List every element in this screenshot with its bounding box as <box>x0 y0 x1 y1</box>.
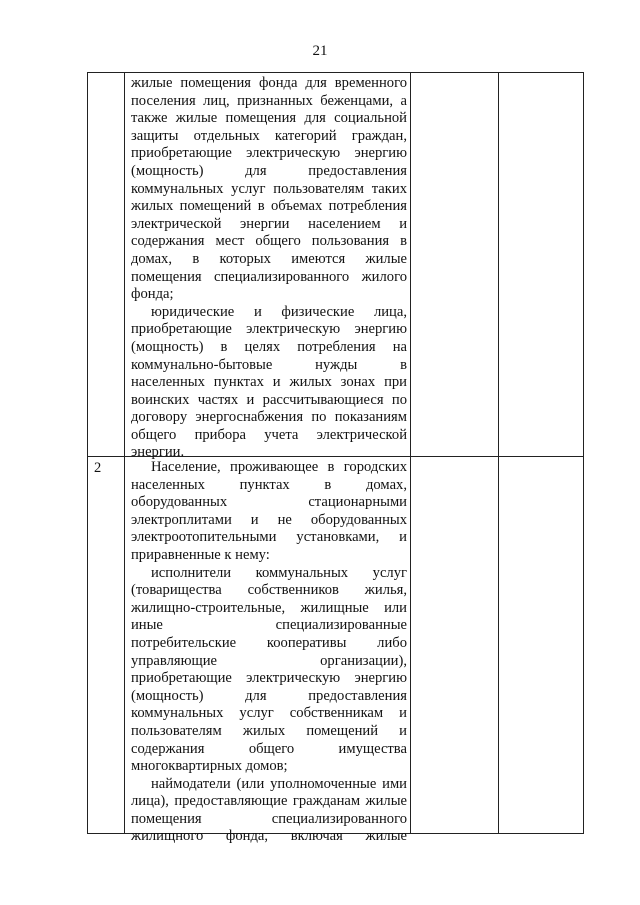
text-line: многоквартирных домов; <box>131 758 288 775</box>
text-line: жилые помещения фонда для временного <box>131 75 407 91</box>
text-line: управляющие организации), <box>131 652 407 669</box>
text-line: (мощность) в целях потребления на <box>131 338 407 355</box>
text-line: оборудованных стационарными <box>131 494 407 511</box>
row-number: 2 <box>94 460 102 476</box>
text-line: содержания общего имущества <box>131 740 407 757</box>
text-line: лица), предоставляющие гражданам жилые <box>131 793 407 810</box>
text-line: населенных пунктах и жилых зонах при <box>131 374 407 391</box>
row-description <box>131 459 407 846</box>
text-line: электрической энергии населением и <box>131 215 407 232</box>
text-line: электроотопительными установками, и <box>131 529 407 546</box>
text-line: приобретающие электрическую энергию <box>131 670 407 687</box>
text-line: энергии. <box>131 444 185 461</box>
column-divider <box>498 73 499 833</box>
text-line: (мощность) для предоставления <box>131 162 407 179</box>
text-line: юридические и физические лица, <box>151 303 407 320</box>
text-line: помещения специализированного жилого <box>131 268 407 285</box>
text-line: приравненные к нему: <box>131 546 270 563</box>
text-line: (мощность) для предоставления <box>131 687 407 704</box>
text-line: жилищного фонда, включая жилые <box>131 828 407 845</box>
text-line: иные специализированные <box>131 617 407 634</box>
text-line: (товарищества собственников жилья, <box>131 582 407 599</box>
text-line: жилищно-строительные, жилищные или <box>131 599 407 616</box>
text-line: домах, в которых имеются жилые <box>131 250 407 267</box>
text-line: потребительские кооперативы либо <box>131 634 407 651</box>
text-line: наймодатели (или уполномоченные ими <box>151 775 407 792</box>
text-line: исполнители коммунальных услуг <box>151 564 407 581</box>
text-line: населенных пунктах в домах, <box>131 476 407 493</box>
text-line: Население, проживающее в городских <box>151 459 407 475</box>
column-divider <box>410 73 411 833</box>
text-line: общего прибора учета электрической <box>131 426 407 443</box>
text-line: коммунальных услуг пользователям таких <box>131 180 407 197</box>
text-line: приобретающие электрическую энергию <box>131 145 407 162</box>
text-line: помещения специализированного <box>131 810 407 827</box>
text-line: фонда; <box>131 286 174 303</box>
text-line: поселения лиц, признанных беженцами, а <box>131 92 407 109</box>
page-number: 21 <box>312 43 328 59</box>
text-line: содержания мест общего пользования в <box>131 233 407 250</box>
text-line: пользователям жилых помещений и <box>131 722 407 739</box>
text-line: коммунальных услуг собственникам и <box>131 705 407 722</box>
text-line: электроплитами и не оборудованных <box>131 511 407 528</box>
text-line: также жилые помещения для социальной <box>131 110 407 127</box>
text-line: договору энергоснабжения по показаниям <box>131 409 407 426</box>
text-line: коммунально-бытовые нужды в <box>131 356 407 373</box>
tariff-table <box>87 72 584 845</box>
column-divider <box>124 73 125 833</box>
row-description <box>131 75 407 462</box>
text-line: жилых помещений в объемах потребления <box>131 198 407 215</box>
text-line: приобретающие электрическую энергию <box>131 321 407 338</box>
text-line: защиты отдельных категорий граждан, <box>131 127 407 144</box>
text-line: воинских частях и рассчитывающиеся по <box>131 391 407 408</box>
